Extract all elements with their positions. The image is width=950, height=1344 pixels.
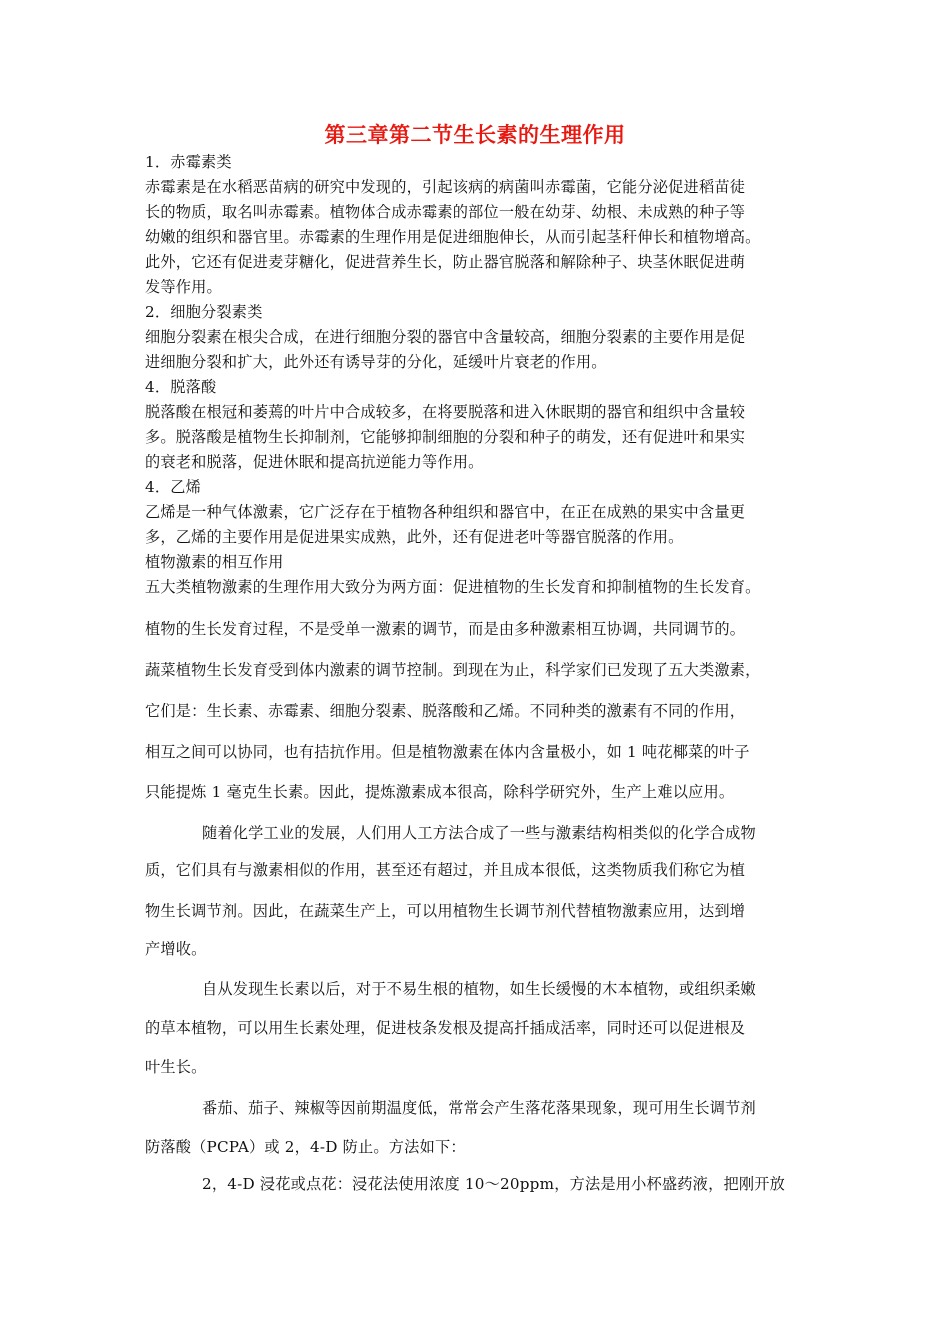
text-line: 发等作用。 (145, 278, 222, 296)
section-heading: 4．脱落酸 (145, 378, 217, 396)
text-line: 五大类植物激素的生理作用大致分为两方面：促进植物的生长发育和抑制植物的生长发育。 (145, 578, 761, 596)
text-line: 相互之间可以协同，也有拮抗作用。但是植物激素在体内含量极小，如 1 吨花椰菜的叶子 (145, 743, 750, 761)
text-line: 细胞分裂素在根尖合成，在进行细胞分裂的器官中含量较高，细胞分裂素的主要作用是促 (145, 328, 746, 346)
text-line: 防落酸（PCPA）或 2，4-D 防止。方法如下： (145, 1138, 466, 1156)
paragraph-first-line: 自从发现生长素以后，对于不易生根的植物，如生长缓慢的木本植物，或组织柔嫩 (202, 980, 756, 998)
text-line: 长的物质，取名叫赤霉素。植物体合成赤霉素的部位一般在幼芽、幼根、未成熟的种子等 (145, 203, 746, 221)
paragraph-first-line: 随着化学工业的发展，人们用人工方法合成了一些与激素结构相类似的化学合成物 (202, 824, 756, 842)
text-line: 此外，它还有促进麦芽糖化，促进营养生长，防止器官脱落和解除种子、块茎休眠促进萌 (145, 253, 746, 271)
text-line: 多。脱落酸是植物生长抑制剂，它能够抑制细胞的分裂和种子的萌发，还有促进叶和果实 (145, 428, 746, 446)
section-heading: 2．细胞分裂素类 (145, 303, 263, 321)
text-line: 脱落酸在根冠和萎蔫的叶片中合成较多，在将要脱落和进入休眠期的器官和组织中含量较 (145, 403, 746, 421)
section-heading: 植物激素的相互作用 (145, 553, 284, 571)
text-line: 多，乙烯的主要作用是促进果实成熟，此外，还有促进老叶等器官脱落的作用。 (145, 528, 684, 546)
page-title: 第三章第二节生长素的生理作用 (324, 123, 626, 147)
text-line: 物生长调节剂。因此，在蔬菜生产上，可以用植物生长调节剂代替植物激素应用，达到增 (145, 902, 746, 920)
text-line: 进细胞分裂和扩大，此外还有诱导芽的分化，延缓叶片衰老的作用。 (145, 353, 607, 371)
text-line: 产增收。 (145, 940, 207, 958)
text-line: 乙烯是一种气体激素，它广泛存在于植物各种组织和器官中，在正在成熟的果实中含量更 (145, 503, 746, 521)
paragraph-first-line: 番茄、茄子、辣椒等因前期温度低，常常会产生落花落果现象，现可用生长调节剂 (202, 1099, 756, 1117)
text-line: 蔬菜植物生长发育受到体内激素的调节控制。到现在为止，科学家们已发现了五大类激素， (145, 661, 761, 679)
paragraph-first-line: 2，4-D 浸花或点花：浸花法使用浓度 10～20ppm，方法是用小杯盛药液，把刚开放 (202, 1175, 786, 1193)
text-line: 的衰老和脱落，促进休眠和提高抗逆能力等作用。 (145, 453, 484, 471)
text-line: 幼嫩的组织和器官里。赤霉素的生理作用是促进细胞伸长，从而引起茎秆伸长和植物增高。 (145, 228, 761, 246)
text-line: 的草本植物，可以用生长素处理，促进枝条发根及提高扦插成活率，同时还可以促进根及 (145, 1019, 746, 1037)
text-line: 赤霉素是在水稻恶苗病的研究中发现的，引起该病的病菌叫赤霉菌，它能分泌促进稻苗徒 (145, 178, 746, 196)
text-line: 叶生长。 (145, 1058, 207, 1076)
section-heading: 1．赤霉素类 (145, 153, 232, 171)
text-line: 质，它们具有与激素相似的作用，甚至还有超过，并且成本很低，这类物质我们称它为植 (145, 861, 746, 879)
text-line: 它们是：生长素、赤霉素、细胞分裂素、脱落酸和乙烯。不同种类的激素有不同的作用， (145, 702, 746, 720)
section-heading: 4．乙烯 (145, 478, 202, 496)
text-line: 只能提炼 1 毫克生长素。因此，提炼激素成本很高，除科学研究外，生产上难以应用。 (145, 783, 735, 801)
text-line: 植物的生长发育过程，不是受单一激素的调节，而是由多种激素相互协调，共同调节的。 (145, 620, 746, 638)
